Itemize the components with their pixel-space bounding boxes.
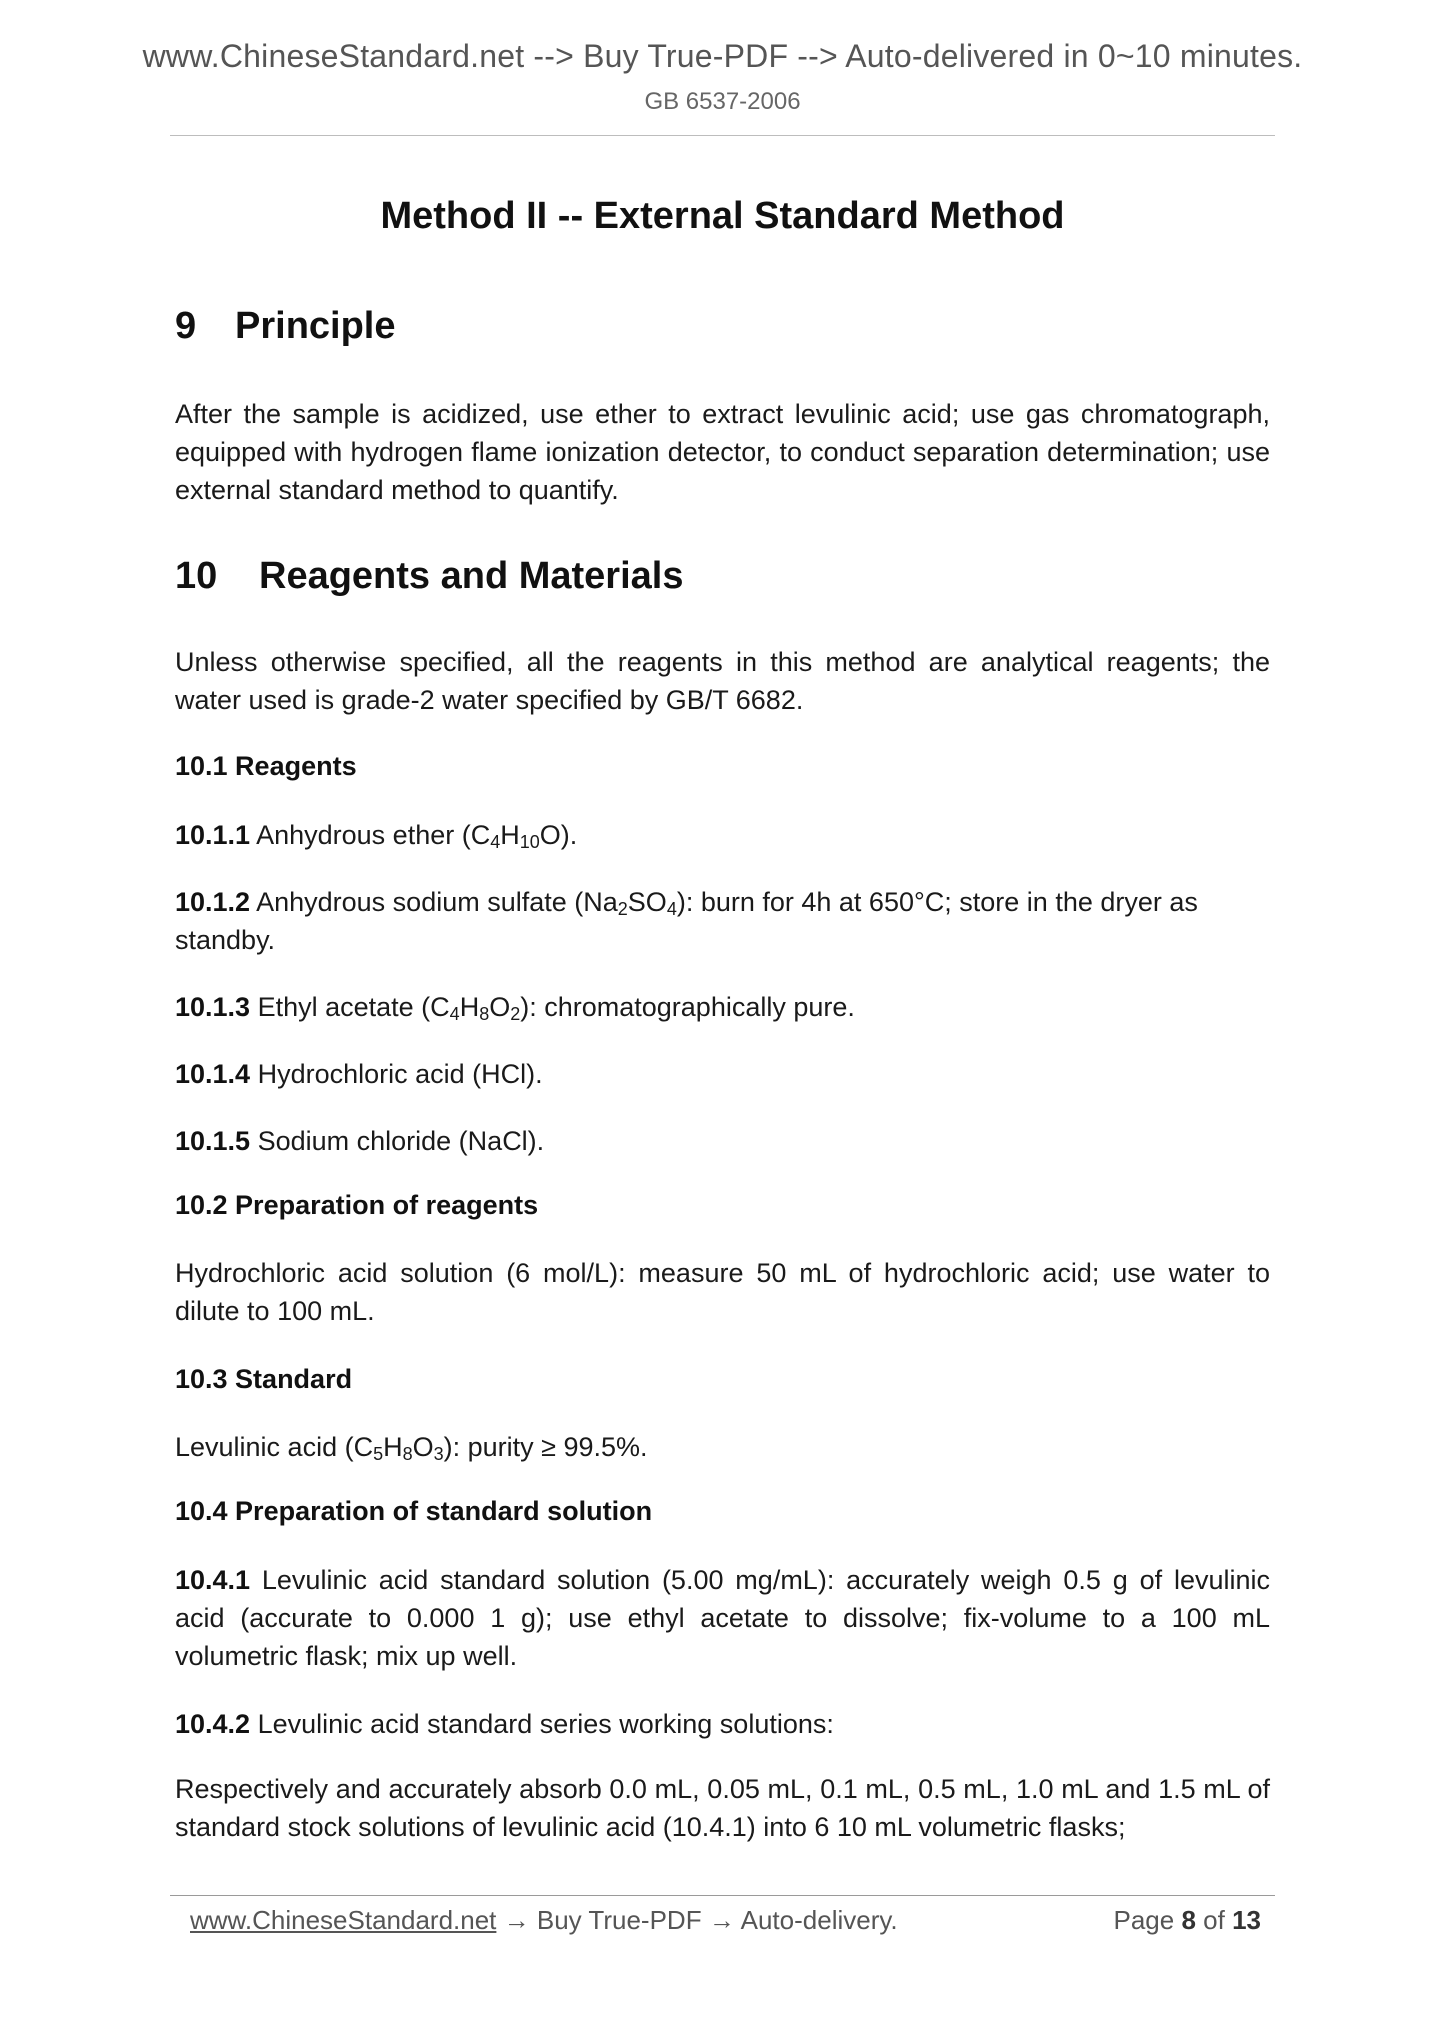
footer-auto-text: Auto-delivery. <box>740 1905 898 1935</box>
total-pages: 13 <box>1232 1905 1261 1935</box>
clause-number: 10.4.1 <box>175 1565 251 1595</box>
clause-number: 10.1.5 <box>175 1126 251 1156</box>
clause-number: 10.1.1 <box>175 820 251 850</box>
subsection-10-3-body: Levulinic acid $(C_5H_8O_3)$: purity ≥ 99.5%. <box>175 1432 648 1464</box>
clause-10-1-1: 10.1.1 Anhydrous ether $(C_4H_{10}O)$. <box>175 820 578 852</box>
clause-10-1-2: 10.1.2 Anhydrous sodium sulfate $(Na_2SO_4)$: burn for 4h at 650°C; store in the dryer as standby. <box>175 887 1198 955</box>
section-9-heading <box>175 305 396 348</box>
footer-divider <box>170 1895 1275 1896</box>
arrow-right-icon: → <box>708 1905 735 1935</box>
section-title: Principle <box>235 305 396 347</box>
clause-10-4-2-body: Respectively and accurately absorb 0.0 mL, 0.05 mL, 0.1 mL, 0.5 mL, 1.0 mL and 1.5 mL of standard stock solutions of levulinic acid (10.4.1) into 6 10 mL volumetric flasks; <box>175 1774 1270 1842</box>
header-banner: www.ChineseStandard.net --> Buy True-PDF --> Auto-delivered in 0~10 minutes. <box>142 38 1303 74</box>
header-divider <box>170 135 1275 136</box>
clause-10-1-5: 10.1.5 Sodium chloride (NaCl). <box>175 1126 545 1156</box>
section-title: Reagents and Materials <box>259 555 684 597</box>
clause-number: 10.1.2 <box>175 887 251 917</box>
arrow-right-icon: → <box>503 1905 530 1935</box>
clause-number: 10.1.3 <box>175 992 251 1022</box>
subsection-10-2-body: Hydrochloric acid solution (6 mol/L): measure 50 mL of hydrochloric acid; use water to dilute to 100 mL. <box>175 1258 1270 1326</box>
clause-10-4-1: 10.4.1 Levulinic acid standard solution (5.00 mg/mL): accurately weigh 0.5 g of levulinic acid (accurate to 0.000 1 g); use ethyl acetate to dissolve; fix-volume to a 100 mL volumetric flask; mix up well. <box>175 1565 1270 1671</box>
footer-site-link[interactable]: www.ChineseStandard.net <box>190 1905 497 1935</box>
current-page: 8 <box>1181 1905 1196 1935</box>
subsection-10-2-heading: 10.2 Preparation of reagents <box>175 1190 539 1220</box>
page-indicator: Page 8 of 13 <box>1113 1905 1261 1935</box>
clause-number: 10.4.2 <box>175 1709 251 1739</box>
clause-10-1-4: 10.1.4 Hydrochloric acid (HCl). <box>175 1059 543 1089</box>
subsection-10-1-heading: 10.1 Reagents <box>175 751 357 781</box>
method-title: Method II -- External Standard Method <box>380 195 1065 237</box>
footer-promo <box>190 1905 898 1936</box>
section-number: 9 <box>175 305 197 347</box>
section-10-body: Unless otherwise specified, all the reagents in this method are analytical reagents; the water used is grade-2 water specified by GB/T 6682. <box>175 647 1270 715</box>
section-10-heading <box>175 555 683 598</box>
subsection-10-4-heading: 10.4 Preparation of standard solution <box>175 1496 653 1526</box>
subsection-10-3-heading: 10.3 Standard <box>175 1364 353 1394</box>
section-number: 10 <box>175 555 218 597</box>
clause-number: 10.1.4 <box>175 1059 251 1089</box>
standard-code: GB 6537-2006 <box>644 88 801 115</box>
clause-10-1-3: 10.1.3 Ethyl acetate $(C_4H_8O_2)$: chromatographically pure. <box>175 992 855 1024</box>
footer-buy-text: Buy True-PDF <box>536 1905 702 1935</box>
clause-10-4-2: 10.4.2 Levulinic acid standard series working solutions: <box>175 1709 834 1739</box>
section-9-body: After the sample is acidized, use ether to extract levulinic acid; use gas chromatograph, equipped with hydrogen flame ionization detector, to conduct separation determination; use external standard method to quantify. <box>175 399 1270 505</box>
